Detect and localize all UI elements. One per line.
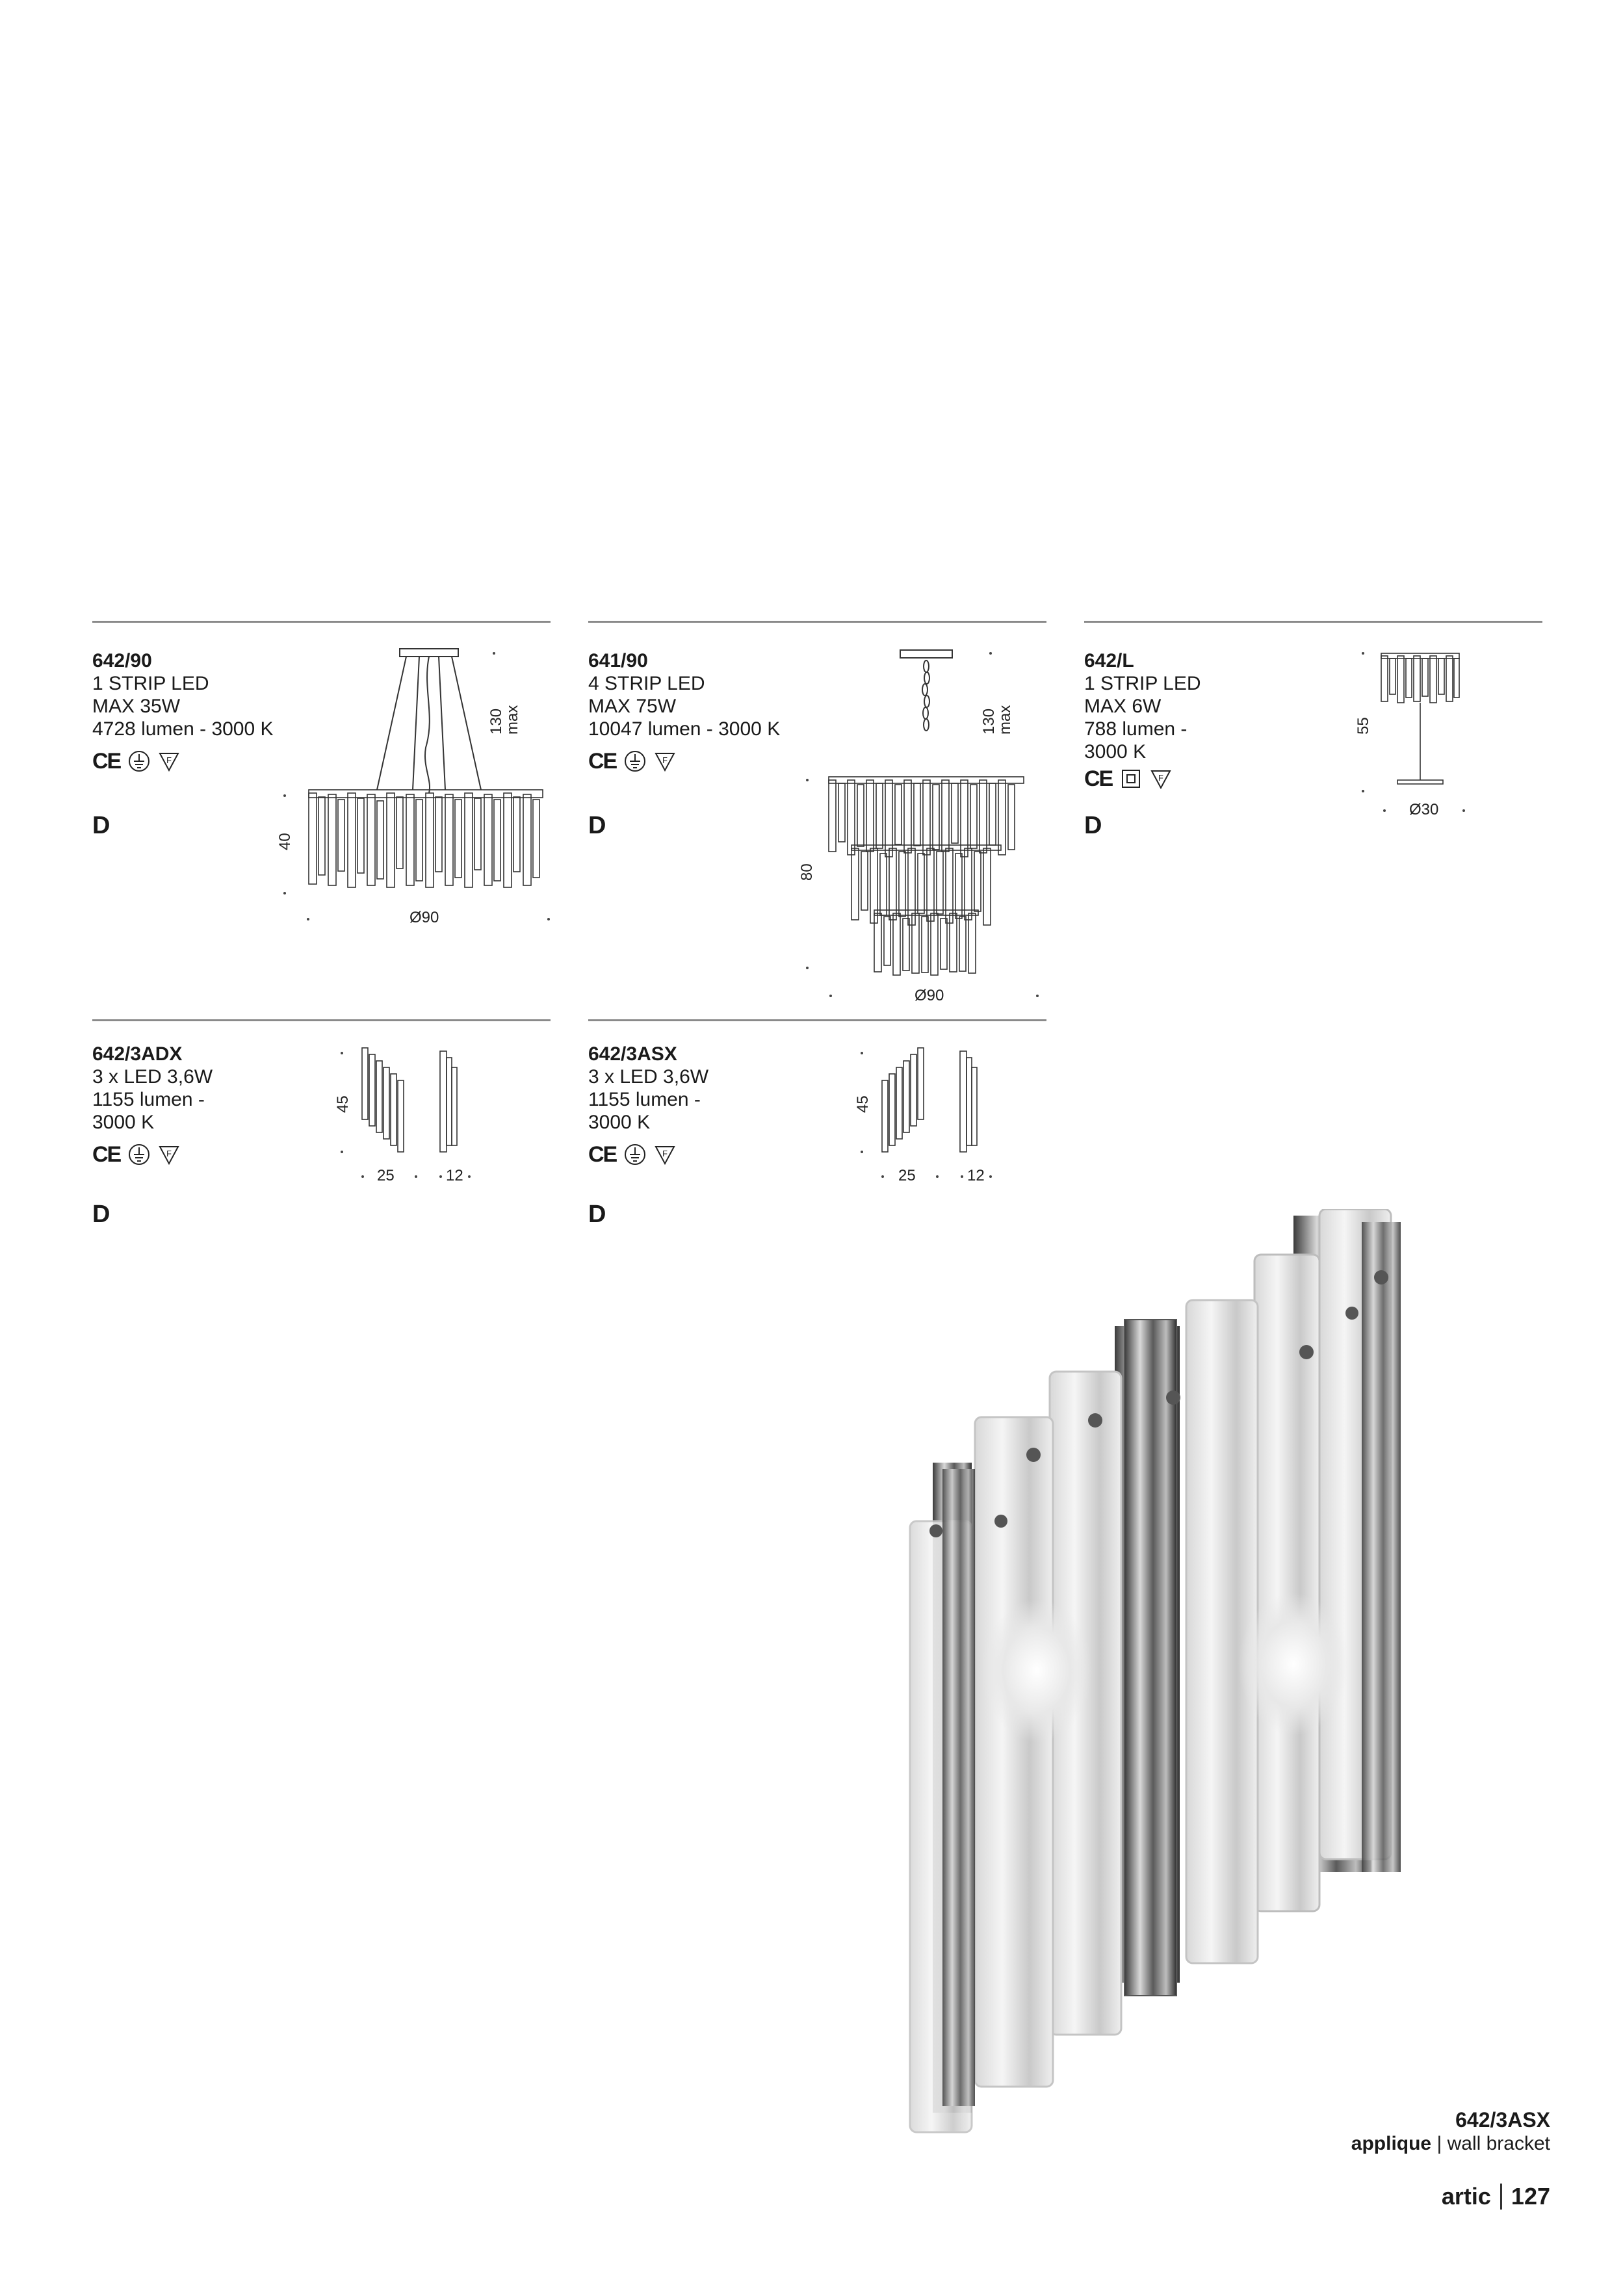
spec-line: 1155 lumen - [92,1089,205,1110]
dimension-height: 45 [854,1095,872,1113]
spec-line: 4728 lumen - 3000 K [92,718,274,740]
spec-line: 1 STRIP LED [1084,673,1201,694]
dimension-diameter: Ø90 [409,909,439,926]
certification-marks [92,750,300,773]
svg-text:F: F [166,755,172,765]
product-code: 642/3ASX [588,1043,677,1065]
product-code: 642/90 [92,650,152,672]
spec-line: 1 STRIP LED [92,673,209,694]
dimension-tick [341,1151,343,1153]
caption-type-english: wall bracket [1447,2133,1550,2154]
spec-line: 3000 K [1084,741,1147,763]
dimension-tick [961,1175,963,1178]
dimension-depth: 12 [446,1167,463,1184]
dimension-tick [861,1151,863,1153]
dimension-tick [283,892,286,894]
product-spec [588,1043,744,1166]
caption-type-italian: applique [1351,2133,1432,2154]
product-code: 642/3ADX [92,1043,183,1065]
certification-marks [1084,767,1227,790]
chandelier-drawing [819,647,1033,985]
dimension-width: 25 [898,1167,916,1184]
spec-line: 3000 K [92,1112,155,1133]
product-photo [903,1209,1443,2145]
dimension-tick [283,794,286,797]
svg-text:F: F [1158,773,1164,783]
ground-class1-icon [128,750,150,772]
certification-marks [588,1143,744,1166]
caption-separator: | [1431,2133,1448,2154]
energy-class-label: D [92,1201,110,1228]
dimension-drop-note: max [996,705,1014,735]
ce-mark-icon: CE [588,749,617,774]
ce-mark-icon: CE [1084,766,1113,791]
dimension-tick [493,652,495,655]
spec-line: 4 STRIP LED [588,673,705,694]
f-mark-icon [158,750,180,772]
page-footer [1442,2183,1550,2210]
dimension-diameter: Ø30 [1409,801,1439,818]
caption-product-code: 642/3ASX [1455,2108,1550,2132]
dimension-width: 25 [377,1167,395,1184]
wall-bracket-drawing [359,1048,476,1158]
caption-product-type [1351,2132,1550,2156]
dimension-height: 40 [276,833,294,850]
spec-line: 3 x LED 3,6W [588,1066,709,1088]
svg-text:F: F [166,1149,172,1158]
dimension-tick [1036,995,1039,997]
dimension-tick [341,1052,343,1054]
spec-line: 788 lumen - [1084,718,1188,740]
brand-name: artic [1441,2183,1491,2210]
svg-text:F: F [662,755,668,765]
dimension-height: 45 [334,1095,352,1113]
energy-class-label: D [92,812,110,839]
dimension-tick [1362,790,1364,792]
dimension-drop-note: max [504,705,521,735]
page-number: 127 [1511,2183,1550,2210]
f-mark-icon [654,750,676,772]
dimension-tick [806,967,809,969]
spec-line: MAX 75W [588,696,677,717]
dimension-depth: 12 [967,1167,985,1184]
wall-bracket-drawing [879,1048,996,1158]
ground-class1-icon [128,1143,150,1166]
table-lamp-drawing [1375,647,1466,790]
footer-separator [1500,2184,1502,2210]
photo-caption [1351,2107,1550,2156]
dimension-tick [861,1052,863,1054]
product-spec [588,650,796,773]
spec-line: 10047 lumen - 3000 K [588,718,781,740]
section-divider [92,1019,551,1021]
f-mark-icon [158,1143,180,1166]
dimension-tick [936,1175,939,1178]
ground-class1-icon [624,1143,646,1166]
ground-class1-icon [624,750,646,772]
product-code: 642/L [1084,650,1134,672]
dimension-tick [415,1175,417,1178]
section-divider [1084,621,1542,623]
spec-line: 1155 lumen - [588,1089,701,1110]
f-mark-icon [1150,768,1172,790]
dimension-height: 80 [798,863,816,881]
dimension-tick [361,1175,364,1178]
product-code: 641/90 [588,650,648,672]
product-spec [92,650,300,773]
dimension-height: 55 [1355,717,1372,735]
dimension-tick [806,779,809,781]
dimension-tick [307,918,309,920]
dimension-tick [989,1175,992,1178]
section-divider [588,621,1046,623]
dimension-drop: 130 [487,708,505,735]
dimension-diameter: Ø90 [915,987,944,1004]
dimension-tick [881,1175,884,1178]
f-mark-icon [654,1143,676,1166]
chandelier-drawing [299,644,559,917]
dimension-tick [989,652,992,655]
section-divider [92,621,551,623]
energy-class-label: D [588,1201,606,1228]
dimension-tick [829,995,832,997]
product-spec [1084,650,1227,790]
svg-text:F: F [662,1149,668,1158]
energy-class-label: D [588,812,606,839]
energy-class-label: D [1084,812,1102,839]
dimension-tick [439,1175,442,1178]
dimension-tick [1362,652,1364,655]
spec-line: 3 x LED 3,6W [92,1066,213,1088]
dimension-tick [1383,809,1386,812]
dimension-tick [1462,809,1465,812]
spec-line: MAX 35W [92,696,181,717]
dimension-drop: 130 [980,708,998,735]
dimension-tick [468,1175,471,1178]
dimension-tick [547,918,550,920]
spec-line: 3000 K [588,1112,651,1133]
certification-marks [588,750,796,773]
section-divider [588,1019,1046,1021]
product-spec [92,1043,248,1166]
ce-mark-icon: CE [92,1142,121,1167]
spec-line: MAX 6W [1084,696,1162,717]
certification-marks [92,1143,248,1166]
ce-mark-icon: CE [92,749,121,774]
ce-mark-icon: CE [588,1142,617,1167]
double-insulation-icon [1120,768,1142,790]
